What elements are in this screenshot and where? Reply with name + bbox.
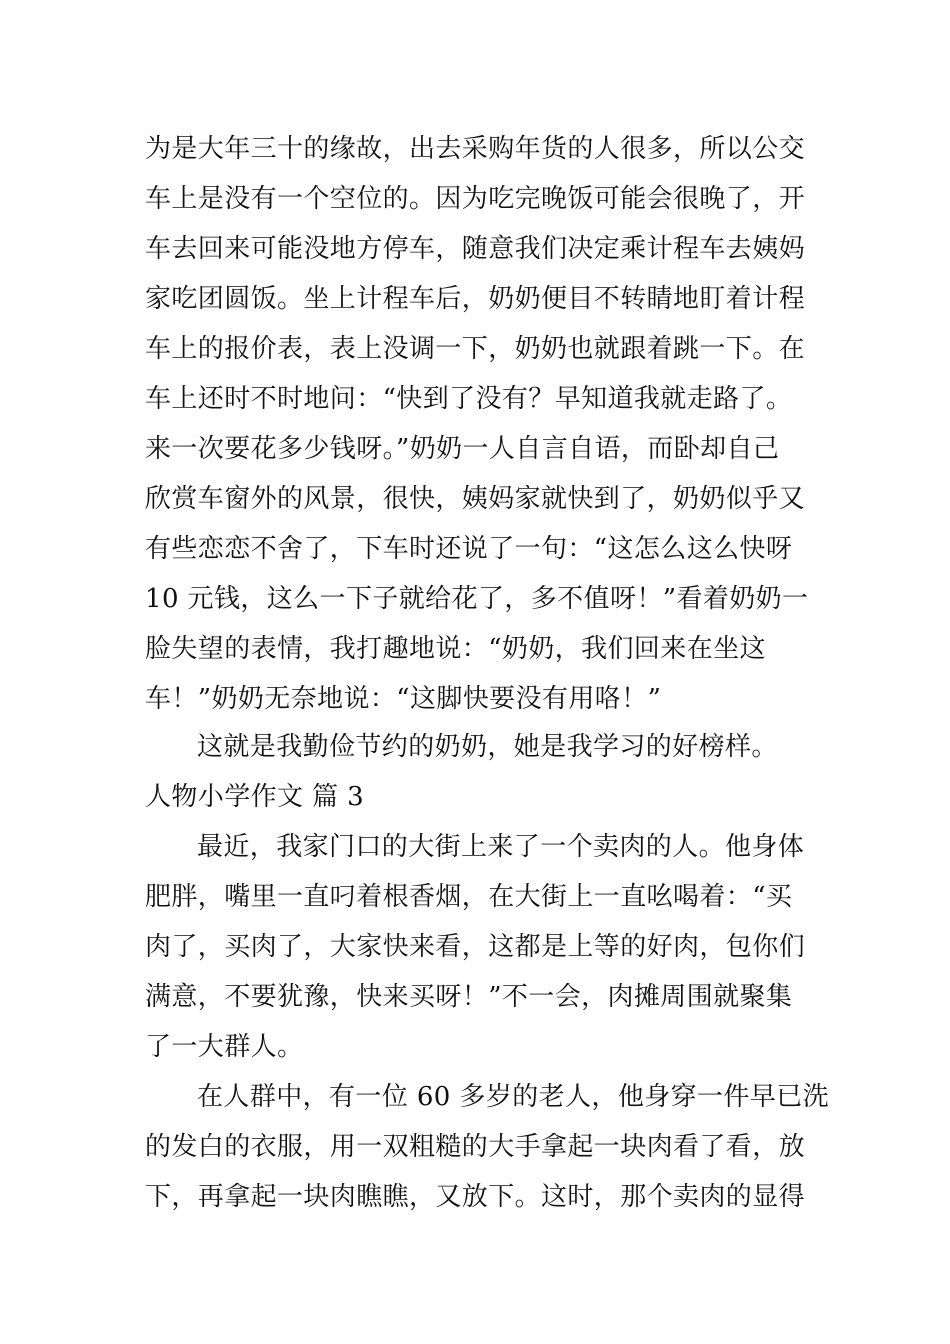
- text-line: 车上的报价表，表上没调一下，奶奶也就跟着跳一下。在: [145, 334, 806, 364]
- text-line: 肉了，买肉了，大家快来看，这都是上等的好肉，包你们: [145, 932, 806, 962]
- text-line: 满意，不要犹豫，快来买呀！”不一会，肉摊周围就聚集: [145, 982, 793, 1012]
- text-line: 来一次要花多少钱呀。”奶奶一人自言自语，而卧却自己: [145, 434, 780, 464]
- text-line: 为是大年三十的缘故，出去采购年货的人很多，所以公交: [145, 134, 806, 164]
- text-line: 车上是没有一个空位的。因为吃完晚饭可能会很晚了，开: [145, 184, 806, 214]
- text-line: 最近，我家门口的大街上来了一个卖肉的人。他身体: [197, 832, 805, 862]
- text-line: 了一大群人。: [145, 1032, 304, 1062]
- text-line: 下，再拿起一块肉瞧瞧，又放下。这时，那个卖肉的显得: [145, 1182, 806, 1212]
- text-line: 10 元钱，这么一下子就给花了，多不值呀！”看着奶奶一: [145, 584, 809, 614]
- text-line: 车上还时不时地问：“快到了没有？早知道我就走路了。: [145, 384, 793, 414]
- text-line: 的发白的衣服，用一双粗糙的大手拿起一块肉看了看，放: [145, 1132, 806, 1162]
- paragraph-summary: [145, 722, 810, 772]
- section-heading-block: [145, 772, 810, 822]
- text-line: 在人群中，有一位 60 多岁的老人，他身穿一件早已洗: [197, 1082, 830, 1112]
- paragraph-continued: [145, 124, 810, 724]
- text-line: 有些恋恋不舍了，下车时还说了一句：“这怎么这么快呀: [145, 534, 793, 564]
- text-line: 这就是我勤俭节约的奶奶，她是我学习的好榜样。: [197, 732, 778, 762]
- paragraph-3a: [145, 822, 810, 1072]
- text-line: 肥胖，嘴里一直叼着根香烟，在大街上一直吆喝着：“买: [145, 882, 793, 912]
- text-line: 家吃团圆饭。坐上计程车后，奶奶便目不转睛地盯着计程: [145, 284, 806, 314]
- text-line: 脸失望的表情，我打趣地说：“奶奶，我们回来在坐这: [145, 634, 766, 664]
- paragraph-3b: [145, 1072, 830, 1222]
- section-heading: 人物小学作文 篇 3: [145, 782, 365, 812]
- text-line: 车！”奶奶无奈地说：“这脚快要没有用咯！”: [145, 684, 662, 714]
- text-line: 车去回来可能没地方停车，随意我们决定乘计程车去姨妈: [145, 234, 806, 264]
- text-line: 欣赏车窗外的风景，很快，姨妈家就快到了，奶奶似乎又: [145, 484, 806, 514]
